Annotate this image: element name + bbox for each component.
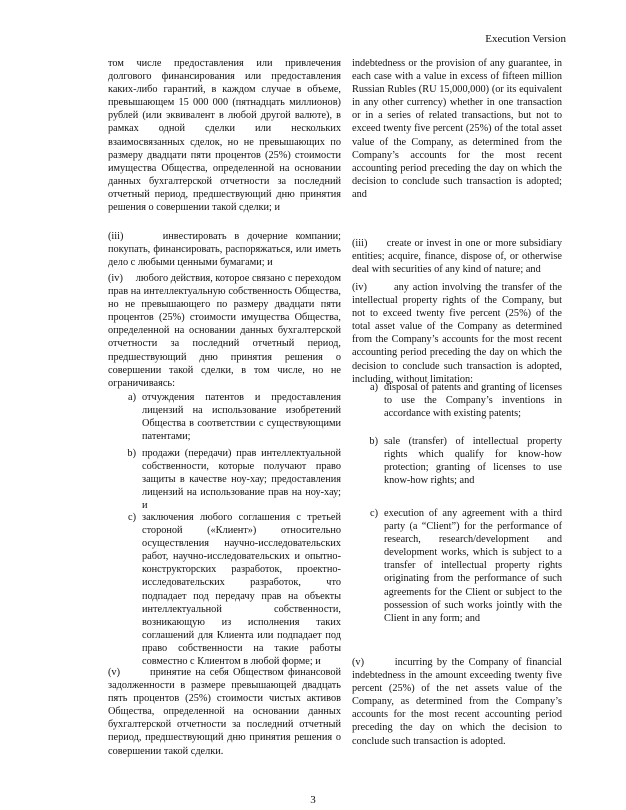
list-marker: c)	[370, 508, 378, 519]
list-text: execution of any agreement with a third party (a “Client”) for the performance of research, research/development and development works, which is subject to a transfer of intellectual property rights originating from the performance of such agreements for the Client or subject to the possession of such works jointly with the Client in any form; and	[384, 508, 562, 624]
list-text: sale (transfer) of intellectual property rights which qualify for know-how protection; granting of licenses to use know-how rights; and	[384, 436, 562, 487]
en-subclause-a	[360, 381, 562, 420]
list-marker: a)	[128, 392, 136, 403]
list-text: disposal of patents and granting of licenses to use the Company’s inventions in accordance with existing patents;	[384, 382, 562, 420]
ru-clause-v: (v) принятие на себя Обществом финансовой задолженности в размере превышающей двадцать пять процентов (25%) стоимости чистых активов Общества, определенной на основании данных бухгалтерской отчетности за последний отчетный период, предшествующий дню принятия решения о совершении такой сделки.	[108, 667, 341, 757]
list-text: отчуждения патентов и предоставления лицензий на использование изобретений Общества в соответствии с существующими патентами;	[142, 392, 341, 443]
ru-clause-iii: (iii) инвестировать в дочерние компании; покупать, финансировать, распоряжаться, или иметь дело с любыми ценными бумагами; и	[108, 231, 341, 269]
en-clause-iv: (iv) any action involving the transfer of the intellectual property rights of the Company, but not to exceed twenty five percent (25%) of the total asset value of the Company as determined from the Company’s accounts for the most recent accounting period preceding the day on which the decision to conclude such transaction is adopted, including, without limitation:	[352, 282, 562, 385]
ru-paragraph-continuation: том числе предоставления или привлечения долгового финансирования или предоставления каких-либо гарантий, в каждом случае в объеме, превышающем 15 000 000 (пятнадцать миллионов) рублей (или эквивалент в любой другой валюте), в рамках одной сделки или нескольких взаимосвязанных сделок, но не превышающих по размеру двадцати пяти процентов (25%) стоимости имущества Общества, определенной на основании данных бухгалтерской отчетности за последний отчетный период, предшествующий дню принятия решения о совершении такой сделки; и	[108, 58, 341, 214]
list-text: продажи (передачи) прав интеллектуальной собственности, которые получают право защиты в качестве ноу-хау; предоставления лицензий на использование прав на ноу-хау; и	[142, 448, 341, 512]
list-marker: a)	[370, 382, 378, 393]
ru-subclause-b	[118, 447, 341, 512]
ru-subclause-c	[118, 511, 341, 668]
list-marker: b)	[369, 436, 378, 447]
list-marker: b)	[127, 448, 136, 459]
en-paragraph-continuation: indebtedness or the provision of any guarantee, in each case with a value in excess of fifteen million Russian Rubles (RU 15,000,000) (or its equivalent in any other currency) whether in one transaction or in a series of related transactions, but not to exceed twenty five percent (25%) of the total asset value of the Company, as determined from the Company’s accounts for the most recent accounting period preceding the day on which the decision to conclude such transaction is adopted; and	[352, 58, 562, 200]
document-header: Execution Version	[485, 33, 566, 45]
en-subclause-c	[360, 507, 562, 625]
en-subclause-b	[360, 435, 562, 487]
ru-subclause-a	[118, 391, 341, 443]
ru-clause-iv: (iv) любого действия, которое связано с переходом прав на интеллектуальную собственность Общества, но не превышающего по размеру двадцати пяти процентов (25%) стоимости имущества Общества, определенной на основании данных бухгалтерской отчетности за последний отчетный период, предшествующий дню принятия решения о совершении такой сделки, в том числе, но не ограничиваясь:	[108, 273, 341, 389]
list-text: заключения любого соглашения с третьей стороной («Клиент») относительно осуществления научно-исследовательских работ, научно-исследовательских и опытно-конструкторских разработок, проектно-исследовательских разработок, что подпадает под передачу прав на объекты интеллектуальной собственности, возникающую из исполнения таких соглашений для Клиента или подпадает под право собственности на такие работы совместно с Клиентом в любой форме; и	[142, 512, 341, 668]
list-marker: c)	[128, 512, 136, 523]
page-number: 3	[310, 794, 316, 806]
en-clause-iii: (iii) create or invest in one or more subsidiary entities; acquire, finance, dispose of, or otherwise deal with securities of any kind of nature; and	[352, 238, 562, 276]
en-clause-v: (v) incurring by the Company of financial indebtedness in the amount exceeding twenty five percent (25%) of the net assets value of the Company, as determined from the Company’s accounts for the most recent accounting period preceding the day on which the decision to conclude such transaction is adopted.	[352, 657, 562, 747]
